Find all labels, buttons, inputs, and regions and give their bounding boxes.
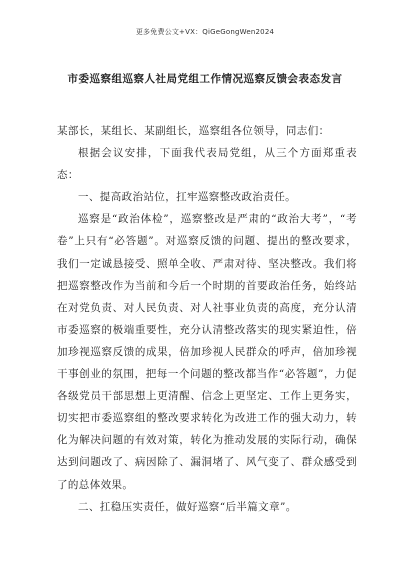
section-heading-1: 一、提高政治站位，扛牢巡察整改政治责任。 bbox=[78, 191, 296, 204]
header-note: 更多免费公文+VX：QiGeGongWen2024 bbox=[135, 28, 275, 36]
document-body bbox=[57, 120, 357, 518]
intro-paragraph: 根据会议安排，下面我代表局党组，从三个方面郑重表态： bbox=[57, 147, 357, 182]
section-1-paragraph: 巡察是“政治体检”，巡察整改是严肃的“政治大考”，“考卷”上只有“必答题”。对巡察反馈的问题、提出的整改要求，我们一定诚恳接受、照单全收、严肃对待、坚决整改。我们将把巡察整改作为当前和今后一个时期的首要政治任务，始终站在对党负责、对人民负责、对人社事业负责的高度，充分认清市委巡察的极端重要性，充分认清整改落实的现实紧迫性，倍加珍视巡察反馈的成果，倍加珍视人民群众的呼声，倍加珍视干事创业的氛围，把每一个问题的整改都当作“必答题”，力促各级党员干部思想上更清醒、信念上更坚定、工作上更务实，切实把市委巡察组的整改要求转化为改进工作的强大动力，转化为解决问题的有效对策，转化为推动发展的实际行动，确保达到问题改了、病因除了、漏洞堵了、风气变了、群众感受到了的总体效果。 bbox=[57, 213, 357, 491]
section-heading-2: 二、扛稳压实责任，做好巡察“后半篇文章”。 bbox=[78, 500, 297, 513]
salutation-paragraph: 某部长，某组长、某副组长，巡察组各位领导，同志们： bbox=[57, 125, 330, 137]
document-title: 市委巡察组巡察人社局党组工作情况巡察反馈会表态发言 bbox=[67, 73, 343, 85]
